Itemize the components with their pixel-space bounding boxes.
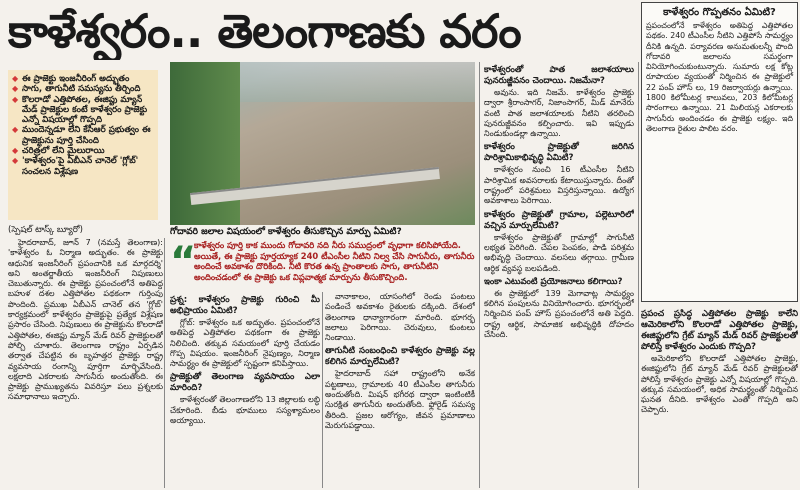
highlight-item: ◆ చరిత్రలో లేని మైలురాయి [12,146,154,156]
question-heading: కాళేశ్వరంతో పాత జలాశయాలు పునరుజ్జీవనం చెందాయి. నిజమేనా? [484,65,634,86]
caption-answer: కాళేశ్వరం పూర్తి కాక ముందు గోదావరి నది నీరు సముద్రంలో వృధాగా కలిసిపోయేది. అయితే, ఈ ప్రాజెక్టు పూర్తయ్యాక 240 టీఎంసీల నీటిని నిల్వ చేసి సాగునీరు, తాగునీరు అందించే అవకాశం దొరికింది. నీటి కొరత ఉన్న ప్రాంతాలకు సాగు, తాగునీటిని అందించడంలో ఈ ప్రాజెక్టు ఒక విప్లవాత్మక మార్పును తీసుకొచ్చింది. [194,240,475,282]
paragraph: ఈ ప్రాజెక్టులో 139 మెగావాట్ల సామర్థ్యం కలిగిన పంపులను వినియోగించారు. భూగర్భంలో నిర్మించిన పంప్ హౌస్ ప్రపంచంలోనే అతి పెద్దది. రాష్ట్ర ఆర్థిక, సామాజిక అభివృద్ధికి దోహదం చేసింది. [484,288,634,340]
paragraph: అవును. ఇది నిజమే. కాళేశ్వరం ప్రాజెక్టు ద్వారా శ్రీరాంసాగర్, నిజాంసాగర్, మిడ్ మానేరు వంటి పాత జలాశయాలకు నీటిని తరలించి పునరుజ్జీవనం కల్పించారు. ఇవి ఇప్పుడు నిండుకుండల్లా ఉన్నాయి. [484,88,634,139]
article-column-3 [325,292,475,488]
sidebar-title: కాళేశ్వరం గొప్పతనం ఏమిటి? [663,7,776,18]
highlight-item: ◆ ముందెన్నడూ లేని కేసీఆర్ ప్రభుత్వం ఈ ప్రాజెక్టును పూర్తి చేసింది [12,125,154,146]
paragraph: కాళేశ్వరం ప్రాజెక్టుతో గ్రామాల్లో సాగునీటి లభ్యత పెరిగింది. చేపల పెంపకం, పాడి పరిశ్రమ అభివృద్ధి చెందాయి. వలసలు తగ్గాయి. గ్రామీణ ఆర్థిక వ్యవస్థ బలపడింది. [484,232,634,273]
highlight-item: ◆ సాగు, తాగునీటి సమస్యను తీర్చింది [12,84,154,94]
paragraph: గ్లోబ్: కాళేశ్వరం ఒక అద్భుతం. ప్రపంచంలోనే అతిపెద్ద ఎత్తిపోతల పథకంగా ఈ ప్రాజెక్టు నిలిచింది. తక్కువ సమయంలో పూర్తి చేయడం గొప్ప విషయం. ఇంజనీరింగ్ నైపుణ్యం, నిర్మాణ సామర్థ్యం ఈ ప్రాజెక్టులో స్పష్టంగా కనిపిస్తాయి. [170,318,320,369]
paragraph: అమెరికాలోని కొలరాడో ఎత్తిపోతల ప్రాజెక్టు, ఈజిప్టులోని గ్రేట్ మ్యాన్ మేడ్ రివర్ ప్రాజెక్టులతో పోలిస్తే కాళేశ్వరం ప్రాజెక్టు ఎన్నో విషయాల్లో గొప్పది. తక్కువ సమయంలో, అధిక సామర్థ్యంతో నిర్మించిన ఘనత దీనిది. కాళేశ్వరం ఎంతో గొప్పది అని చెప్పారు. [641,354,798,415]
paragraph: హైదరాబాద్, జూన్ 7 (నమస్తే తెలంగాణ): 'కాళేశ్వరం ఓ నిర్మాణ అద్భుతం. ఈ ప్రాజెక్టు ఆధునిక ఇంజనీరింగ్ ప్రపంచానికి ఒక మార్గదర్శి' అని అంతర్జాతీయ ఇంజనీరింగ్ నిపుణులు చెబుతున్నారు. ఈ ప్రాజెక్టు ప్రపంచంలోనే అతిపెద్ద బహుళ దశల ఎత్తిపోతల పథకంగా గుర్తింపు పొందింది. ప్రముఖ ఏబీఎన్ చానెల్ తన 'గ్లోబ్' కార్యక్రమంలో కాళేశ్వరం ప్రాజెక్టుపై ప్రత్యేక విశ్లేషణ ప్రసారం చేసింది. నిపుణులు ఈ ప్రాజెక్టును కొలరాడో ఎత్తిపోతల, ఈజిప్టు మ్యాన్ మేడ్ రివర్ ప్రాజెక్టులతో పోల్చి చూశారు. తెలంగాణ రాష్ట్రం ఏర్పడిన తర్వాత చేపట్టిన ఈ బృహత్తర ప్రాజెక్టు రాష్ట్ర వ్యవసాయ రంగాన్ని పూర్తిగా మార్చివేసింది. లక్షలాది ఎకరాలకు సాగునీరు అందుతోంది. ఈ ప్రాజెక్టు ప్రాముఖ్యతను వివరిస్తూ పలు ప్రశ్నలకు సమాధానాలు ఇచ్చారు. [8,238,163,402]
column-divider [638,62,639,488]
article-column-1 [8,238,163,488]
paragraph: హైదరాబాద్ సహా రాష్ట్రంలోని అనేక పట్టణాలు, గ్రామాలకు 40 టీఎంసీల తాగునీరు అందుతోంది. మిషన్ భగీరథ ద్వారా ఇంటింటికీ సురక్షిత తాగునీరు అందుతోంది. ఫ్లోరైడ్ సమస్య తీరింది. ప్రజల ఆరోగ్యం, జీవన ప్రమాణాలు మెరుగుపడ్డాయి. [325,369,475,430]
question-heading: ప్రశ్న: కాళేశ్వరం ప్రాజెక్టు గురించి మీ అభిప్రాయం ఏమిటి? [170,295,320,316]
article-column-2 [170,292,320,488]
paragraph: వానాకాలం, యాసంగిలో రెండు పంటలు పండించే అవకాశం రైతులకు దక్కింది. దేశంలో తెలంగాణ ధాన్యాగారంగా మారింది. భూగర్భ జలాలు పెరిగాయి. చెరువులు, కుంటలు నిండాయి. [325,292,475,343]
question-heading: తాగునీటి సంబంధించి కాళేశ్వరం ప్రాజెక్టు వల్ల కలిగిన మార్పులేమిటి? [325,346,475,368]
article-column-5 [641,306,798,488]
caption-question: గోదావరి జలాల విషయంలో కాళేశ్వరం తీసుకొచ్చిన మార్పు ఏమిటి? [170,227,402,237]
highlight-item: ◆ 'కాళేశ్వరం'పై ఏబీఎన్ చానెల్ 'గ్లోబ్' సంచలన విశ్లేషణ [12,156,154,177]
headline: కాళేశ్వరం.. తెలంగాణకు వరం [8,4,521,58]
paragraph: కాళేశ్వరం నుంచి 16 టీఎంసీల నీటిని పారిశ్రామిక అవసరాలకు కేటాయిస్తున్నారు. దీంతో రాష్ట్రంలో పరిశ్రమలు విస్తరిస్తున్నాయి. ఉద్యోగ అవకాశాలు పెరిగాయి. [484,165,634,206]
question-heading: కాళేశ్వరం ప్రాజెక్టుతో గ్రామాల, పల్లెటూరిలో వచ్చిన మార్పులేమిటి? [484,209,634,231]
quote-mark-icon: “ [170,239,197,285]
column-divider [164,238,165,488]
highlight-item: ◆ ఈ ప్రాజెక్టు ఇంజనీరింగ్ అద్భుతం [12,74,154,84]
question-heading: కాళేశ్వరం ప్రాజెక్టుతో జరిగిన పారిశ్రామికాభివృద్ధి ఏమిటి? [484,142,634,164]
sidebar-box [641,2,798,302]
column-divider [479,62,480,488]
article-column-4 [484,62,634,488]
photo-caption [170,226,475,290]
question-heading: ప్రాజెక్టుతో తెలంగాణ వ్యవసాయం ఎలా మారింది? [170,372,320,394]
barrage-photo [170,62,475,225]
byline: (స్పెషల్ టాస్క్ బ్యూరో) [8,225,83,235]
highlights-box [8,70,158,220]
question-heading: ఇంకా ఎటువంటి ప్రయోజనాలు కలిగాయి? [484,276,623,287]
paragraph: కాళేశ్వరంతో తెలంగాణలోని 13 జిల్లాలకు లబ్ధి చేకూరింది. బీడు భూములు సస్యశ్యామలం అయ్యాయి. [170,395,320,426]
highlights-list [12,74,154,177]
question-heading: ప్రపంచ ప్రసిద్ధ ఎత్తిపోతల ప్రాజెక్టు కాలేని ఆమెరికాలోని కొలరాడో ఎత్తిపోతల ప్రాజెక్టు, ఈజిప్టులోని గ్రేట్ మ్యాన్ మేడ్ రివర్ ప్రాజెక్టులతో పోలిస్తే కాళేశ్వరం ఎందుకు గొప్పది? [641,309,798,352]
highlight-item: ◆ కొలరాడో ఎత్తిపోతల, ఈజిప్టు మ్యాన్ మేడ్ ప్రాజెక్టుల కంటే కాళేశ్వరం ప్రాజెక్టు ఎన్నో విషయాల్లో గొప్పది [12,95,154,126]
sidebar-body: ప్రపంచంలోనే కాళేశ్వరం అతిపెద్ద ఎత్తిపోతల పథకం. 240 టీఎంసీల నీటిని ఎత్తిపోసే సామర్థ్యం దీనికి ఉన్నది. పర్యావరణ అనుమతులన్నీ పొంది గోదావరి జలాలను సమర్థంగా వినియోగించుకుంటున్నారు. సుమారు లక్ష కోట్ల రూపాయల వ్యయంతో నిర్మించిన ఈ ప్రాజెక్టులో 22 పంప్ హౌస్ లు, 19 రిజర్వాయర్లు ఉన్నాయి. 1800 కిలోమీటర్ల కాలువలు, 203 కిలోమీటర్ల సొరంగాలు ఉన్నాయి. 21 మిలియన్ల ఎకరాలకు సాగునీరు అందించడం ఈ ప్రాజెక్టు లక్ష్యం. ఇది తెలంగాణ రైతుల పాలిట వరం. [646,21,793,133]
column-divider [322,292,323,488]
